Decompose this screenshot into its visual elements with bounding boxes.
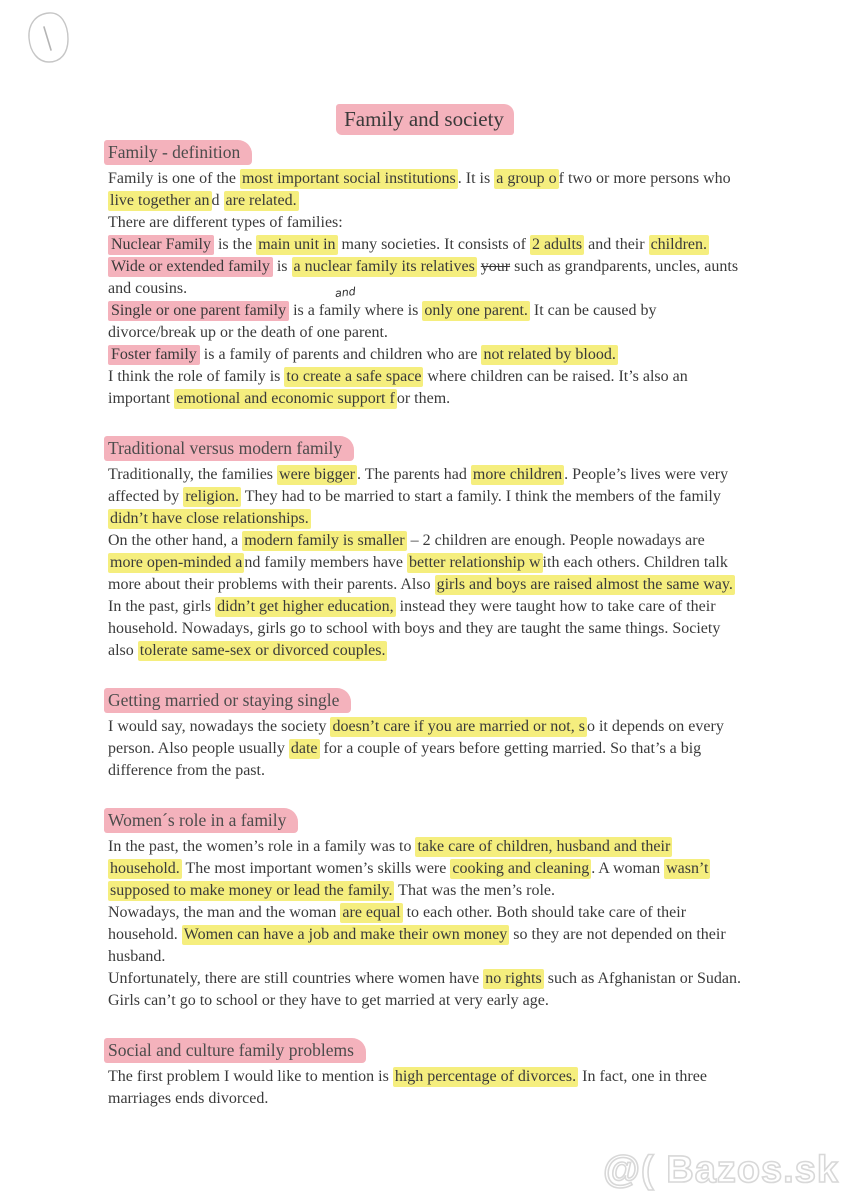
text-segment-plain: Family is one of the — [108, 170, 240, 187]
text-segment-yellow: are related. — [225, 192, 297, 209]
paragraph — [108, 344, 742, 366]
text-segment-yellow: a nuclear family its relatives — [293, 258, 475, 275]
text-segment-plain: is a family of parents and children who are — [199, 346, 482, 363]
paragraph — [108, 902, 742, 968]
text-segment-plain: and their — [584, 236, 649, 253]
text-segment-plain: is — [272, 258, 292, 275]
text-segment-yellow: only one parent. — [424, 302, 528, 319]
text-segment-plain: Traditionally, the families — [108, 466, 278, 483]
paragraph — [108, 968, 742, 1012]
paragraph — [108, 530, 742, 662]
section-heading-text: Family - definition — [104, 140, 252, 165]
text-segment-yellow: modern family is smaller — [244, 532, 405, 549]
section-heading — [104, 808, 742, 832]
text-segment-yellow: are equal — [342, 904, 401, 921]
paragraph — [108, 366, 742, 410]
text-segment-yellow: Women can have a job and make their own money — [183, 926, 508, 943]
text-segment-plain: Nowadays, the man and the woman — [108, 904, 341, 921]
paragraph — [108, 212, 742, 234]
text-segment-yellow: children. — [650, 236, 707, 253]
text-segment-yellow: were bigger — [279, 466, 355, 483]
text-segment-plain: It can be caused by divorce/break up or the death of one parent. — [108, 302, 657, 341]
text-segment-plain: . The parents had — [356, 466, 471, 483]
text-segment-plain: o it depends on every person. Also people usually — [108, 718, 724, 757]
text-segment-plain: such as grandparents, uncles, aunts and cousins. — [108, 258, 739, 297]
text-segment-plain: I think the role of family is — [108, 368, 285, 385]
pencil-digit-1 — [44, 27, 51, 50]
text-segment-plain: f two or more persons who — [558, 170, 731, 187]
paragraph — [108, 1066, 742, 1110]
watermark: @( Bazos.sk — [602, 1149, 839, 1191]
text-segment-plain: for a couple of years before getting married. So that’s a big difference from the past. — [108, 740, 702, 779]
text-segment-strike: your — [480, 258, 511, 275]
text-segment-yellow: high percentage of divorces. — [394, 1068, 577, 1085]
text-segment-yellow: tolerate same-sex or divorced couples. — [139, 642, 386, 659]
text-segment-plain: That was the men’s role. — [394, 882, 556, 899]
text-segment-yellow: not related by blood. — [483, 346, 616, 363]
text-segment-yellow: most important social institutions — [241, 170, 456, 187]
section-heading-text: Social and culture family problems — [104, 1038, 366, 1063]
section-heading-text: Getting married or staying single — [104, 688, 351, 713]
paragraph — [108, 234, 742, 256]
text-segment-plain: many societies. It consists of — [337, 236, 530, 253]
text-segment-plain: They had to be married to start a family. I think the members of the family — [240, 488, 721, 505]
text-segment-plain: instead they were taught how to take care of their household. Nowadays, girls go to school with boys and they are taught the same things. Society also — [108, 598, 721, 659]
text-segment-yellow: no rights — [485, 970, 542, 987]
paragraph — [108, 836, 742, 902]
handwritten-note: and — [334, 284, 357, 301]
text-segment-yellow: more open-minded a — [110, 554, 243, 571]
text-segment-yellow: doesn’t care if you are married or not, s — [332, 718, 585, 735]
page-number-circle — [22, 10, 74, 66]
text-segment-yellow: girls and boys are raised almost the same way. — [436, 576, 733, 593]
text-segment-plain: is a family where is — [289, 302, 423, 319]
pencil-circle — [29, 13, 68, 62]
section-heading — [104, 1038, 742, 1062]
text-segment-pink: Nuclear Family — [108, 235, 214, 255]
text-segment-plain: . It is — [457, 170, 495, 187]
text-segment-yellow: a group o — [496, 170, 557, 187]
paragraph — [108, 168, 742, 212]
text-segment-yellow: cooking and cleaning — [452, 860, 590, 877]
text-segment-plain: such as Afghanistan or Sudan. Girls can’t go to school or they have to get married at very early age. — [108, 970, 742, 1009]
text-segment-yellow: emotional and economic support f — [176, 390, 395, 407]
text-segment-yellow: to create a safe space — [286, 368, 422, 385]
text-segment-plain: where children can be raised. It’s also an important — [108, 368, 688, 407]
section-heading-text: Traditional versus modern family — [104, 436, 354, 461]
text-segment-yellow: didn’t get higher education, — [217, 598, 394, 615]
text-segment-plain: d — [211, 192, 224, 209]
text-segment-plain: – 2 children are enough. People nowadays are — [406, 532, 705, 549]
section-heading — [104, 140, 742, 164]
text-segment-plain: . People’s lives were very affected by — [108, 466, 729, 505]
text-segment-plain: so they are not depended on their husband. — [108, 926, 726, 965]
text-segment-plain: Unfortunately, there are still countries where women have — [108, 970, 484, 987]
text-segment-plain: The most important women’s skills were — [181, 860, 451, 877]
text-segment-plain: or them. — [396, 390, 451, 407]
section-heading-text: Women´s role in a family — [104, 808, 298, 833]
section-heading — [104, 436, 742, 460]
text-segment-pink: Foster family — [108, 345, 200, 365]
text-segment-plain: In the past, the women’s role in a family was to — [108, 838, 416, 855]
section-heading — [104, 688, 742, 712]
text-segment-yellow: live together an — [110, 192, 210, 209]
document-title — [108, 106, 742, 132]
text-segment-plain: On the other hand, a — [108, 532, 243, 549]
paragraph — [108, 256, 742, 300]
document-body — [108, 140, 742, 1110]
text-segment-yellow: date — [290, 740, 318, 757]
text-segment-yellow: wasn’t supposed to make money or lead the family. — [110, 860, 709, 899]
text-segment-yellow: more children — [472, 466, 563, 483]
paragraph — [108, 464, 742, 530]
text-segment-plain: In fact, one in three marriages ends divorced. — [108, 1068, 707, 1107]
text-segment-plain: . A woman — [591, 860, 665, 877]
text-segment-yellow: main unit in — [258, 236, 336, 253]
text-segment-plain: is the — [213, 236, 257, 253]
text-segment-yellow: take care of children, husband and their household. — [110, 838, 671, 877]
text-segment-yellow: didn’t have close relationships. — [110, 510, 309, 527]
text-segment-plain: There are different types of families: — [108, 214, 343, 231]
document-title-text: Family and society — [336, 104, 514, 135]
text-segment-plain: ith each others. Children talk more about their problems with their parents. Also — [108, 554, 728, 593]
text-segment-plain: nd family members have — [244, 554, 408, 571]
text-segment-pink: Wide or extended family — [108, 257, 273, 277]
text-segment-plain: to each other. Both should take care of their household. — [108, 904, 687, 943]
text-segment-plain: The first problem I would like to mention is — [108, 1068, 393, 1085]
text-segment-plain: In the past, girls — [108, 598, 216, 615]
text-segment-yellow: religion. — [185, 488, 239, 505]
text-segment-pink: Single or one parent family — [108, 301, 289, 321]
text-segment-yellow: 2 adults — [531, 236, 583, 253]
text-segment-plain: I would say, nowadays the society — [108, 718, 331, 735]
text-segment-yellow: better relationship w — [409, 554, 541, 571]
paragraph — [108, 716, 742, 782]
document-content — [108, 106, 742, 1110]
paragraph — [108, 300, 742, 344]
